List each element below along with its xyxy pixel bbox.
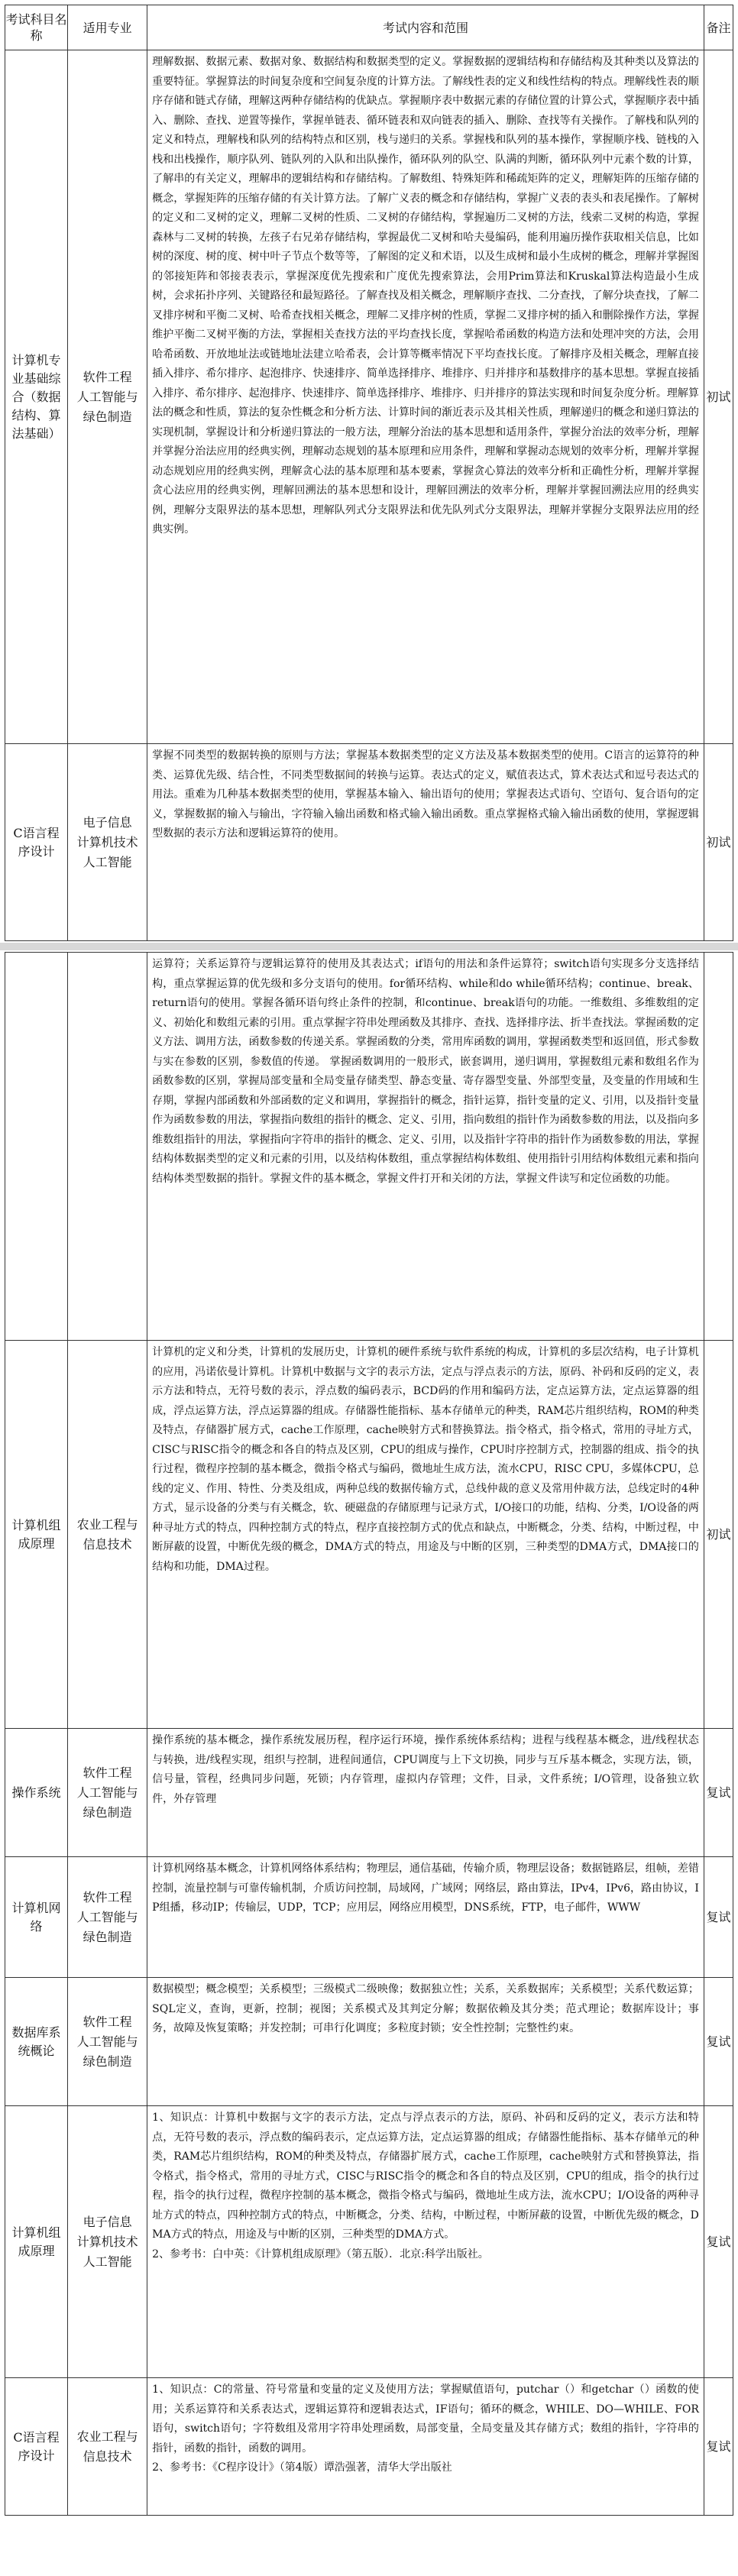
exam-content: 掌握不同类型的数据转换的原则与方法；掌握基本数据类型的定义方法及基本数据类型的使用。C语言的运算符的种类、运算优先级、结合性，不同类型数据间的转换与运算。表达式的定义，赋值表达式，算术表达式和逗号表达式的用法。重难为几种基本数据类型的使用，掌握基本输入、输出语句的使用；掌握表达式语句、空语句、复合语句的定义，掌握数据的输入与输出，字符输入输出函数和格式输入输出函数。重点掌握格式输入输出函数的使用，掌握逻辑型数据的表示方法和逻辑运算符的使用。: [147, 744, 704, 941]
table-row: [5, 2378, 733, 2516]
major-item: 软件工程: [83, 1889, 132, 1904]
major-item: 软件工程: [83, 369, 132, 384]
table-row: [5, 953, 733, 1341]
exam-content: 数据模型；概念模型；关系模型；三级模式二级映像；数据独立性；关系，关系数据库；关系模型；关系代数运算；SQL定义，查询，更新，控制；视图；关系模式及其判定分解；数据依赖及其分类；范式理论；数据库设计；事务，故障及恢复策略；并发控制；可串行化调度；多粒度封锁；安全性控制；完整性约束。: [147, 1978, 704, 2106]
header-subject: 考试科目名称: [5, 5, 68, 50]
major-list: [68, 744, 147, 941]
major-list: [68, 2378, 147, 2516]
exam-content: 理解数据、数据元素、数据对象、数据结构和数据类型的定义。掌握数据的逻辑结构和存储结构及其种类以及算法的重要特征。掌握算法的时间复杂度和空间复杂度的计算方法。了解线性表的定义和线性结构的特点。理解线性表的顺序存储和链式存储，理解这两种存储结构的优缺点。掌握顺序表中数据元素的存储位置的计算公式，掌握顺序表中插入、删除、查找、逆置等操作，掌握单链表、循环链表和双向链表的插入、删除、查找等有关操作。了解栈和队列的定义和特点，理解栈和队列的结构特点和区别，栈与递归的关系。掌握栈和队列的基本操作，掌握顺序栈、链栈的入栈和出栈操作，顺序队列、链队列的入队和出队操作，循环队列的队空、队满的判断，循环队列中元素个数的计算，了解串的有关定义，理解串的逻辑结构和存储结构。了解数组、特殊矩阵和稀疏矩阵的定义，理解矩阵的压缩存储的概念，掌握矩阵的压缩存储的有关计算方法。了解广义表的概念和存储结构，掌握广义表的表头和表尾操作。了解树的定义和二叉树的定义，理解二叉树的性质、二叉树的存储结构，掌握遍历二叉树的方法，线索二叉树的构造，掌握森林与二叉树的转换，左孩子右兄弟存储结构，掌握最优二叉树和哈夫曼编码，能利用遍历操作获取相关信息，比如树的深度、树的度、树中叶子节点个数等等，了解图的定义和术语，以及生成树和最小生成树的概念，理解并掌握图的邻接矩阵和邻接表表示，掌握深度优先搜索和广度优先搜索算法，会用Prim算法和Kruskal算法构造最小生成树，会求拓扑序列、关键路径和最短路径。了解查找及相关概念，理解顺序查找、二分查找，了解分块查找，了解二叉排序树和平衡二叉树、哈希查找相关概念，理解二叉排序树的性质，掌握二叉排序树的插入和删除操作方法，掌握维护平衡二叉树平衡的方法，掌握相关查找方法的平均查找长度，掌握哈希函数的构造方法和处理冲突的方法，会用哈希函数、开放地址法或链地址法建立哈希表，会计算等概率情况下平均查找长度。了解排序及相关概念，理解直接插入排序、希尔排序、起泡排序、快速排序、简单选择排序、堆排序、归并排序和基数排序的基本思想。掌握直接插入排序、希尔排序、起泡排序、快速排序、简单选择排序、堆排序、归并排序的算法实现和时间复杂度分析。理解算法的概念和性质，算法的复杂性概念和分析方法、计算时间的渐近表示及其相关性质，理解递归的概念和递归算法的实现机制，掌握设计和分析递归算法的一般方法，理解分治法的基本思想和适用条件，掌握分治法的效率分析，理解并掌握分治法应用的经典实例，理解动态规划的基本原理和应用条件，理解和掌握动态规划的效率分析，理解并掌握动态规划应用的经典实例，理解贪心法的基本原理和基本要素，掌握贪心算法的效率分析和正确性分析，理解并掌握贪心法应用的经典实例，理解回溯法的基本思想和设计，理解回溯法的效率分析，理解并掌握回溯法应用的经典实例，理解分支限界法的基本思想，理解队列式分支限界法和优先队列式分支限界法，理解并掌握分支限界法应用的经典实例。: [147, 50, 704, 744]
exam-content: 计算机网络基本概念，计算机网络体系结构；物理层，通信基础，传输介质，物理层设备；数据链路层，组帧，差错控制，流量控制与可靠传输机制，介质访问控制，局域网，广域网；网络层，路由算法，IPv4，IPv6，路由协议，IP组播，移动IP；传输层，UDP，TCP；应用层，网络应用模型，DNS系统，FTP，电子邮件，WWW: [147, 1857, 704, 1978]
header-major: 适用专业: [68, 5, 147, 50]
subject-name: C语言程序设计: [5, 744, 68, 941]
subject-name: 数据库系统概论: [5, 1978, 68, 2106]
major-item: 电子信息: [83, 2214, 132, 2229]
exam-type: 复试: [704, 1729, 733, 1857]
table-row: [5, 1857, 733, 1978]
major-list: [68, 1341, 147, 1729]
exam-type: 初试: [704, 744, 733, 941]
document-page-2: [5, 952, 733, 2571]
subject-name: 计算机组成原理: [5, 2106, 68, 2378]
exam-type: 复试: [704, 1857, 733, 1978]
table-row: [5, 1341, 733, 1729]
table-row: [5, 2106, 733, 2378]
exam-content: 1、知识点：计算机中数据与文字的表示方法，定点与浮点表示的方法，原码、补码和反码的定义，表示方法和特点，无符号数的表示，浮点数的编码表示，定点运算方法，定点运算器的组成；存储器性能指标、基本存储单元的种类，RAM芯片组织结构，ROM的种类及特点，存储器扩展方式，cache工作原理，cache映射方式和替换算法，指令格式，指令格式，常用的寻址方式，CISC与RISC指令的概念和各自的特点及区别，CPU的组成，指令的执行过程，指令的执行过程，微程序控制的基本概念，微指令格式与编码，微地址生成方法，流水CPU；I/O设备的两种寻址方式的特点，四种控制方式的特点，中断概念，分类、结构，中断过程，中断屏蔽的设置，中断优先级的概念，DMA方式的特点，用途及与中断的区别，三种类型的DMA方式。 2、参考书：白中英：《计算机组成原理》（第五版）．北京:科学出版社。: [147, 2106, 704, 2378]
major-item: 人工智能与绿色制造: [76, 2034, 138, 2069]
exam-content: 1、知识点：C的常量、符号常量和变量的定义及使用方法；掌握赋值语句，putchar（）和getchar（）函数的使用；关系运算符和关系表达式，逻辑运算符和逻辑表达式，IF语句；循环的概念，WHILE、DO—WHILE、FOR语句，switch语句；字符数组及常用字符串处理函数，局部变量，全局变量及其存储方式；数组的指针，字符串的指针，函数的指针，函数的调用。 2、参考书：《C程序设计》（第4版）谭浩强著，清华大学出版社: [147, 2378, 704, 2516]
major-item: 农业工程与信息技术: [76, 2429, 138, 2464]
table-header-row: [5, 5, 733, 50]
exam-type: 复试: [704, 2378, 733, 2516]
major-item: 人工智能与绿色制造: [76, 1785, 138, 1820]
exam-type-empty: [704, 953, 733, 1341]
major-item: 软件工程: [83, 1765, 132, 1780]
subject-name: 操作系统: [5, 1729, 68, 1857]
exam-content-continued: 运算符；关系运算符与逻辑运算符的使用及其表达式；if语句的用法和条件运算符；switch语句实现多分支选择结构，重点掌握运算的优先级和多分支语句的使用。for循环结构、while和do while循环结构；continue、break、return语句的使用。掌握各循环语句终止条件的控制，和continue、break语句的功能。一维数组、多维数组的定义、初始化和数组元素的引用。重点掌握字符串处理函数及其排序、查找、选择排序法、折半查找法。掌握函数的定义方法、调用方法，函数参数的传递关系。掌握函数的分类，常用库函数的调用，掌握函数类型和返回值，形式参数与实在参数的区别，参数值的传递。 掌握函数调用的一般形式，嵌套调用，递归调用，掌握数组元素和数组名作为函数参数的区别，掌握局部变量和全局变量存储类型、静态变量、寄存器型变量、外部型变量，及变量的作用域和生存期，掌握内部函数和外部函数的定义和调用，掌握指针的概念，指针运算，指针变量的定义、引用，以及指针变量作为函数参数的用法，掌握指向数组的指针的概念、定义、引用，指向数组的指针作为函数参数的用法，以及指向多维数组指针的用法，掌握指向字符串的指针的概念、定义、引用，以及指针字符串的指针作为函数参数的用法，掌握结构体数据类型的定义和元素的引用，以及结构体数组，重点掌握结构体数组、使用指针引用结构体数组元素和指向结构体类型数据的指针。掌握文件的基本概念，掌握文件打开和关闭的方法，掌握文件读写和定位函数的功能。: [147, 953, 704, 1341]
subject-name: C语言程序设计: [5, 2378, 68, 2516]
table-row: [5, 1729, 733, 1857]
subject-name: 计算机组成原理: [5, 1341, 68, 1729]
exam-content: 操作系统的基本概念，操作系统发展历程，程序运行环境，操作系统体系结构；进程与线程基本概念，进/线程状态与转换，进/线程实现，组织与控制，进程间通信，CPU调度与上下文切换，同步与互斥基本概念，实现方法，锁，信号量，管程，经典同步问题，死锁；内存管理，虚拟内存管理；文件，目录，文件系统；I/O管理，设备独立软件，外存管理: [147, 1729, 704, 1857]
major-list: [68, 1978, 147, 2106]
page-separator: [0, 943, 738, 950]
table-row: [5, 744, 733, 941]
major-item: 人工智能: [83, 854, 132, 869]
major-item: 人工智能与绿色制造: [76, 1909, 138, 1944]
exam-syllabus-table: [5, 5, 733, 941]
major-item: 计算机技术: [76, 2234, 138, 2249]
major-list: [68, 50, 147, 744]
exam-type: 复试: [704, 2106, 733, 2378]
exam-syllabus-table-continued: [5, 952, 733, 2516]
major-list: [68, 1857, 147, 1978]
major-item: 人工智能与绿色制造: [76, 389, 138, 424]
major-list: [68, 2106, 147, 2378]
header-content: 考试内容和范围: [147, 5, 704, 50]
header-note: 备注: [704, 5, 733, 50]
major-item: 计算机技术: [76, 834, 138, 849]
subject-name: 计算机专业基础综合（数据结构、算法基础）: [5, 50, 68, 744]
subject-name: 计算机网络: [5, 1857, 68, 1978]
exam-type: 初试: [704, 50, 733, 744]
exam-type: 初试: [704, 1341, 733, 1729]
major-list-empty: [68, 953, 147, 1341]
major-item: 人工智能: [83, 2254, 132, 2269]
major-list: [68, 1729, 147, 1857]
major-item: 农业工程与信息技术: [76, 1516, 138, 1552]
table-row: [5, 1978, 733, 2106]
table-row: [5, 50, 733, 744]
subject-name-empty: [5, 953, 68, 1341]
exam-type: 复试: [704, 1978, 733, 2106]
document-page-1: [5, 5, 733, 941]
exam-content: 计算机的定义和分类，计算机的发展历史，计算机的硬件系统与软件系统的构成，计算机的多层次结构，电子计算机的应用，冯诺依曼计算机。计算机中数据与文字的表示方法，定点与浮点表示的方法，原码、补码和反码的定义，表示方法和特点，无符号数的表示，浮点数的编码表示，BCD码的作用和编码方法，定点运算方法，定点运算器的组成，浮点运算方法，浮点运算器的组成。存储器性能指标、基本存储单元的种类，RAM芯片组织结构，ROM的种类及特点，存储器扩展方式，cache工作原理，cache映射方式和替换算法。指令格式，指令格式，常用的寻址方式，CISC与RISC指令的概念和各自的特点及区别，CPU的组成与操作，CPU时序控制方式，控制器的组成、指令的执行过程，微程序控制的基本概念，微指令格式与编码，微地址生成方法，流水CPU，RISC CPU，多媒体CPU，总线的定义、作用、特性、分类及组成，两种总线的数据传输方式，总线仲裁的意义及常用仲裁方法，总线定时的4种方式，显示设备的分类与有关概念，软、硬磁盘的存储原理与记录方式，I/O接口的功能，结构、分类，I/O设备的两种寻址方式的特点，四种控制方式的特点，程序直接控制方式的优点和缺点，中断概念，分类、结构，中断过程，中断屏蔽的设置，中断优先级的概念，DMA方式的特点，用途及与中断的区别，三种类型的DMA方式，DMA接口的结构和功能，DMA过程。: [147, 1341, 704, 1729]
major-item: 软件工程: [83, 2014, 132, 2029]
major-item: 电子信息: [83, 814, 132, 830]
